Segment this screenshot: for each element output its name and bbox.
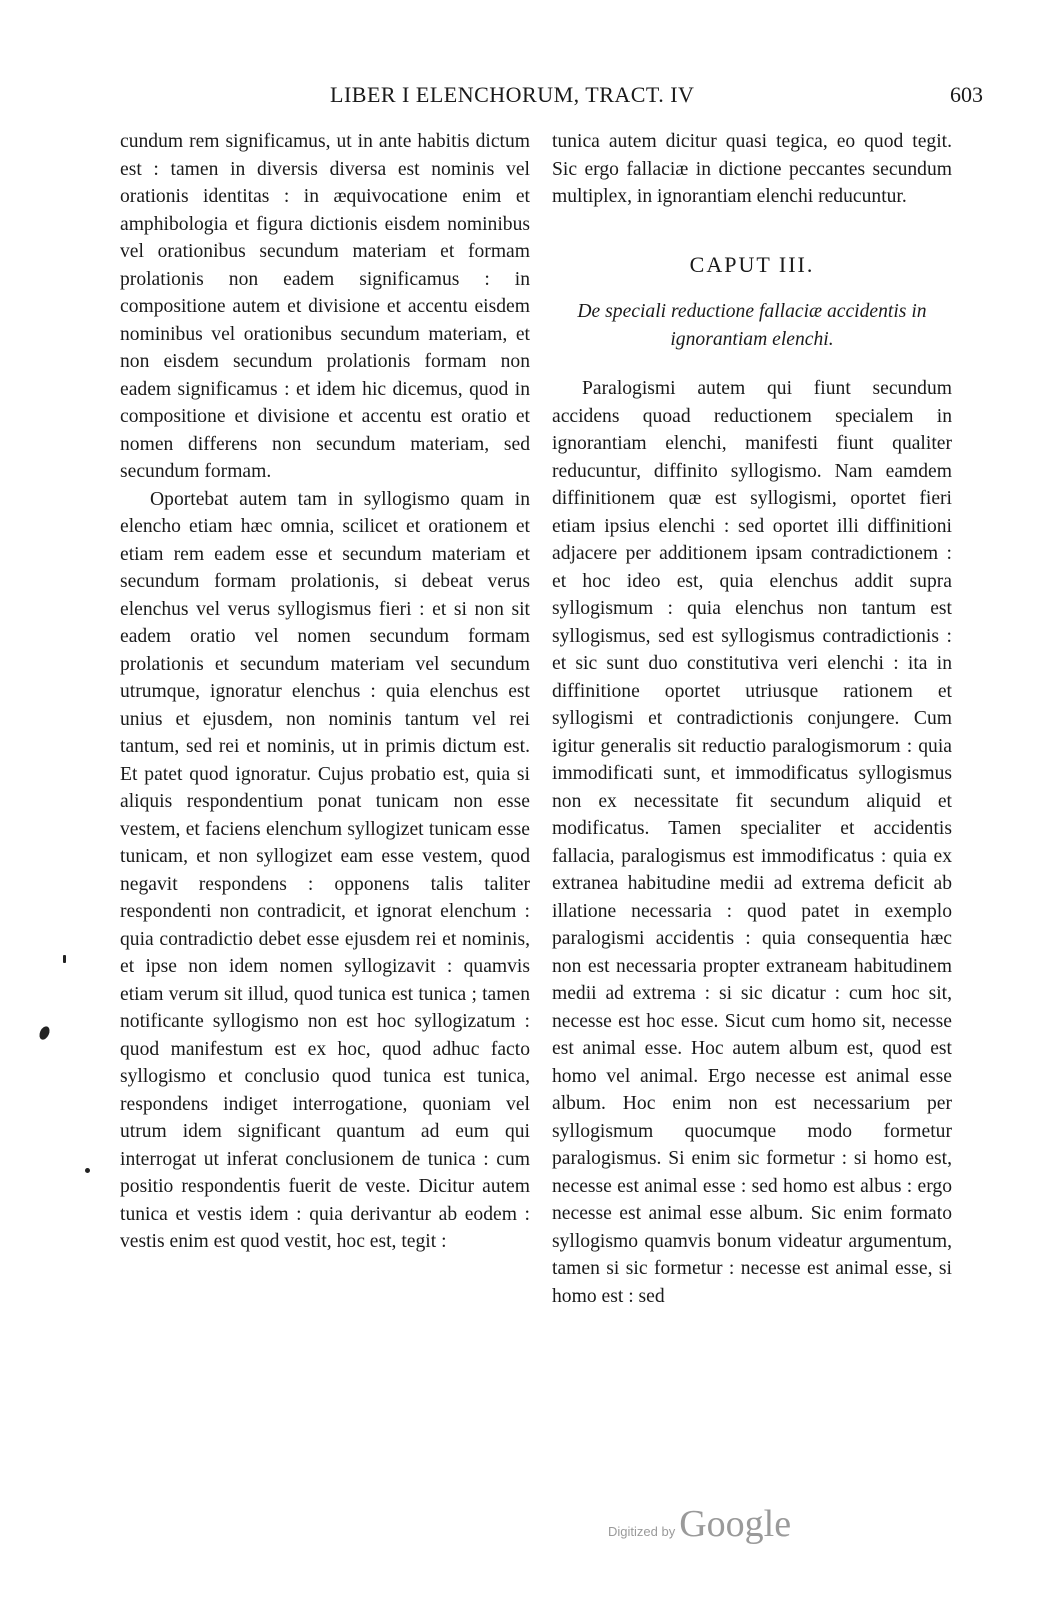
left-paragraph-2: Oportebat autem tam in syllogismo quam in elencho etiam hæc omnia, scilicet et orationem et etiam rem eadem esse et secundum materiam et secundum formam prolationis, si debeat verus elenchus vel verus syllogismus fieri : et si non sit eadem oratio vel nomen secundum formam prolationis et secundum materiam vel secundum utrumque, ignoratur elenchus : quia elenchus est unius et ejusdem, non nominis tantum vel rei tantum, sed rei et nominis, ut in primis dictum est. Et patet quod ignoratur. Cujus probatio est, quia si aliquis respondentium ponat tunicam non esse vestem, et faciens elenchum syllogizet tunicam esse tunicam, et non syllogizet eam esse vestem, quod negavit respondens : opponens talis taliter respondenti non contradicit, et ignorat elenchum : quia contradictio debet esse ejusdem rei et nominis, et ipse non idem nomen syllogizavit : quamvis etiam verum sit illud, quod tunica est tunica ; tamen notificante syllogismo non est hoc syllogizatum : quod manifestum est ex hoc, quod adhuc facto syllogismo et conclusio quod tunica est tunica, respondens indiget interrogatione, quoniam vel utrum idem significant quantum ad eum qui interrogat ut inferat conclusionem de tunica : cum positio respondentis fuerit de veste. Dicitur autem tunica et vestis idem : quia derivantur ab eodem : vestis enim est quod vestit, hoc est, tegit : <box>120 488 530 1252</box>
digitization-watermark <box>608 1502 791 1546</box>
right-column <box>552 128 952 1310</box>
running-title: LIBER I ELENCHORUM, TRACT. IV <box>330 82 695 107</box>
left-paragraph-1: cundum rem significamus, ut in ante habitis dictum est : tamen in diversis diversa est nominis vel orationis identitas : in æquivocatione enim et amphibologia et figura dictionis eisdem nominibus vel orationibus secundum materiam et formam prolationis non eadem significamus : in compositione autem et divisione et accentu eisdem nominibus vel orationibus secundum materiam, et non eisdem secundum prolationis formam non eadem significamus : et idem hic dicemus, quod in compositione et divisione et accentu est oratio et nomen differens non secundum materiam, sed secundum formam. <box>120 131 530 482</box>
left-column <box>120 128 530 1256</box>
right-body-paragraph: Paralogismi autem qui fiunt secundum accidens quoad reductionem specialem in ignorantiam elenchi, manifesti fiunt qualiter reducuntur, diffinito syllogismo. Nam eamdem diffinitionem quæ est syllogismi, oportet fieri etiam ipsius elenchi : sed oportet illi diffinitioni adjacere per additionem ipsam contradictionem : et hoc ideo est, quia elenchus addit supra syllogismum : quia elenchus non tantum est syllogismus, sed est syllogismus contradictionis : et sic sunt duo constitutiva veri elenchi : ita in diffinitione oportet utriusque rationem et syllogismi et contradictionis conjungere. Cum igitur generalis sit reductio paralogismorum : quia immodificati sunt, et immodificatus syllogismus non ex necessitate fit secundum aliquid et modificatus. Tamen specialiter et accidentis fallacia, paralogismus est immodificatus : quia ex extranea habitudine medii ad extrema deficit ab illatione necessaria : quod patet in exemplo paralogismi accidentis : quia consequentia hæc non est necessaria propter extraneam habitudinem medii ad extrema : si sic dicatur : cum hoc sit, necesse est hoc esse. Sicut cum homo sit, necesse est animal esse. Hoc autem album est, quod est homo vel animal. Ergo necesse est animal esse album. Hoc enim non est necessarium per syllogismum quocumque modo formetur paralogismus. Si enim sic formetur : si homo est, necesse est animal esse : sed homo est albus : ergo necesse est animal esse album. Sic enim formato syllogismo quamvis bonum videatur argumentum, tamen si sic formetur : necesse est animal esse, si homo est : sed <box>552 378 952 1307</box>
chapter-title: CAPUT III. <box>689 251 815 277</box>
margin-blot <box>37 1025 51 1041</box>
margin-dot <box>63 955 66 963</box>
page-number: 603 <box>950 82 983 107</box>
right-intro-paragraph: tunica autem dicitur quasi tegica, eo quod tegit. Sic ergo fallaciæ in dictione peccantes secundum multiplex, in ignorantiam elenchi reducuntur. <box>552 131 952 207</box>
digitized-by-text: Digitized by <box>608 1524 676 1539</box>
google-logo-text: Google <box>679 1503 792 1545</box>
chapter-subtitle: De speciali reductione fallaciæ accidentis in ignorantiam elenchi. <box>577 301 927 350</box>
margin-dot <box>85 1168 90 1173</box>
